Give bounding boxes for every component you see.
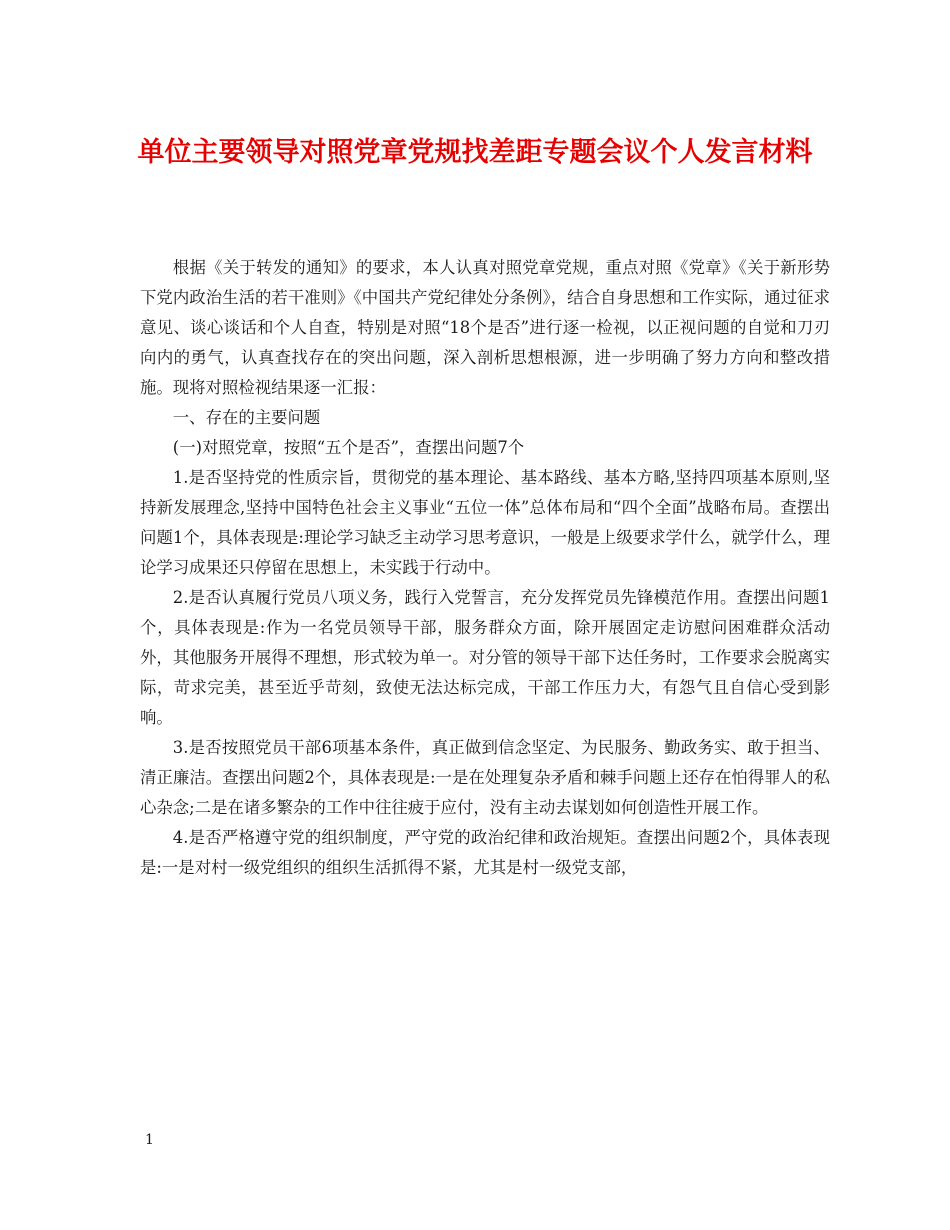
- paragraph-item-4: 4.是否严格遵守党的组织制度，严守党的政治纪律和政治规矩。查摆出问题2个，具体表现是:一是对村一级党组织的组织生活抓得不紧，尤其是村一级党支部，: [140, 828, 830, 877]
- paragraph-item-2: 2.是否认真履行党员八项义务，践行入党誓言，充分发挥党员先锋模范作用。查摆出问题1个，具体表现是:作为一名党员领导干部，服务群众方面，除开展固定走访慰问困难群众活动外，其他服务开展得不理想，形式较为单一。对分管的领导干部下达任务时，工作要求会脱离实际，苛求完美，甚至近乎苛刻，致使无法达标完成，干部工作压力大，有怨气且自信心受到影响。: [140, 588, 830, 727]
- document-title: 单位主要领导对照党章党规找差距专题会议个人发言材料: [137, 137, 813, 168]
- page-number: 1: [145, 1132, 154, 1148]
- section-heading-main-problems: 一、存在的主要问题: [172, 408, 321, 427]
- subsection-heading-party-constitution: (一)对照党章，按照“五个是否”，查摆出问题7个: [172, 438, 525, 457]
- document-body: [140, 253, 830, 883]
- paragraph-item-1: 1.是否坚持党的性质宗旨，贯彻党的基本理论、基本路线、基本方略,坚持四项基本原则,坚持新发展理念,坚持中国特色社会主义事业“五位一体”总体布局和“四个全面”战略布局。查摆出问题1个，具体表现是:理论学习缺乏主动学习思考意识，一般是上级要求学什么，就学什么，理论学习成果还只停留在思想上，未实践于行动中。: [140, 468, 830, 577]
- paragraph-item-3: 3.是否按照党员干部6项基本条件，真正做到信念坚定、为民服务、勤政务实、敢于担当、清正廉洁。查摆出问题2个，具体表现是:一是在处理复杂矛盾和棘手问题上还存在怕得罪人的私心杂念;二是在诸多繁杂的工作中往往疲于应付，没有主动去谋划如何创造性开展工作。: [140, 738, 830, 817]
- paragraph-intro: 根据《关于转发的通知》的要求，本人认真对照党章党规，重点对照《党章》《关于新形势下党内政治生活的若干准则》《中国共产党纪律处分条例》，结合自身思想和工作实际，通过征求意见、谈心谈话和个人自查，特别是对照“18个是否”进行逐一检视，以正视问题的自觉和刀刃向内的勇气，认真查找存在的突出问题，深入剖析思想根源，进一步明确了努力方向和整改措施。现将对照检视结果逐一汇报：: [140, 258, 830, 397]
